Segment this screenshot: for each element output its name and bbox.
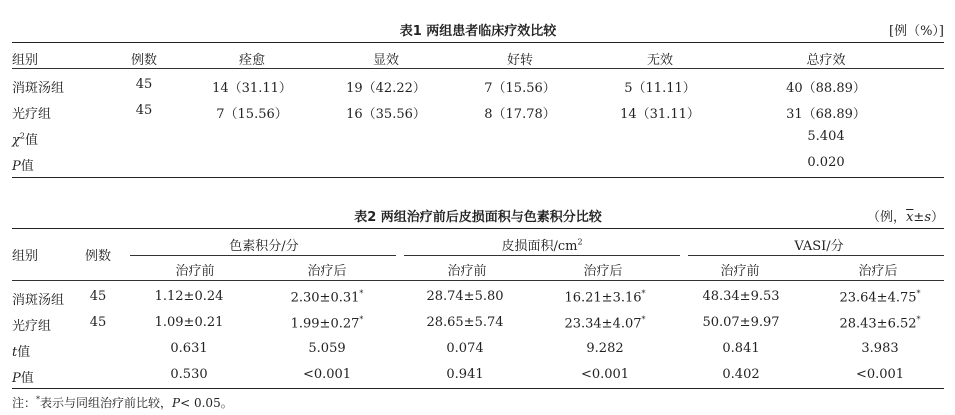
table2-top-rule: [12, 228, 944, 229]
t1-header-improved: 好转: [506, 53, 534, 68]
t2-area-rule: [404, 255, 680, 256]
table2-caption: [12, 206, 944, 226]
t1-row1-ineffective: 5（11.11）: [624, 81, 696, 96]
t1-p-value: 0.020: [807, 155, 845, 170]
t2-t-area-after: 9.282: [586, 341, 624, 356]
t-symbol: t: [12, 345, 18, 360]
t1-row1-n: 45: [135, 77, 153, 92]
t2-pigment-rule: [130, 255, 396, 256]
t-label-text: 值: [17, 345, 31, 360]
table1-header-rule: [12, 68, 944, 69]
t2-p-vasi-after: <0.001: [855, 367, 905, 382]
table2-bottom-rule: [12, 388, 944, 389]
t1-row2-cured: 7（15.56）: [216, 107, 288, 122]
t2-header-area: 皮损面积$/cm^2$: [501, 237, 583, 254]
table2-header-rule: [12, 280, 944, 281]
t2-row2-vasi-after: 28.43±6.52*: [839, 315, 921, 332]
t1-row1-cured: 14（31.11）: [212, 81, 292, 96]
t1-header-ineffective: 无效: [646, 53, 674, 68]
t2-header-pigment: 色素积分/分: [229, 239, 299, 254]
t1-header-cured: 痊愈: [238, 53, 266, 68]
t1-row2-ineffective: 14（31.11）: [620, 107, 700, 122]
t2-p-symbol: P: [12, 371, 21, 386]
t1-row1-markedly: 19（42.22）: [346, 81, 426, 96]
t2-p-pigment-before: 0.530: [170, 367, 208, 382]
t2-t-pigment-before: 0.631: [170, 341, 208, 356]
t2-row2-pigment-before: 1.09±0.21: [154, 315, 224, 330]
table1-bottom-rule: [12, 177, 944, 178]
t1-row2-group: 光疗组: [12, 107, 52, 122]
t1-row1-total: 40（88.89）: [786, 81, 866, 96]
t2-sub-pigment-after: 治疗后: [307, 264, 347, 279]
t1-chi-label: [12, 129, 38, 148]
t2-row2-n: 45: [89, 315, 107, 330]
t1-header-group: 组别: [12, 53, 39, 68]
table2-title: 表2 两组治疗前后皮损面积与色素积分比较: [354, 210, 602, 225]
t2-sub-area-after: 治疗后: [583, 264, 623, 279]
t2-sub-area-before: 治疗前: [447, 264, 487, 279]
t2-row2-group: 光疗组: [12, 319, 52, 334]
table1-title: 表1 两组患者临床疗效比较: [399, 24, 557, 39]
p-symbol: P: [12, 159, 21, 174]
t1-header-markedly: 显效: [372, 53, 400, 68]
t2-header-n: 例数: [84, 249, 112, 264]
t2-row2-pigment-after: 1.99±0.27*: [290, 315, 364, 332]
t2-header-group: 组别: [12, 249, 39, 264]
chi-label-text: 值: [24, 133, 38, 148]
t1-row1-group: 消斑汤组: [12, 81, 65, 96]
t1-row1-improved: 7（15.56）: [484, 81, 556, 96]
t2-t-vasi-before: 0.841: [722, 341, 760, 356]
t2-p-pigment-after: <0.001: [302, 367, 352, 382]
t2-header-vasi: VASI/分: [794, 239, 844, 254]
t2-row2-vasi-before: 50.07±9.97: [702, 315, 780, 330]
t2-row1-pigment-before: 1.12±0.24: [154, 289, 224, 304]
t2-sub-pigment-before: 治疗前: [175, 264, 215, 279]
t1-p-label: [12, 155, 34, 174]
table2-unit: （例，$\overline{x}\pm s$）: [867, 210, 944, 225]
t2-p-label: [12, 367, 34, 386]
t2-row2-area-before: 28.65±5.74: [426, 315, 504, 330]
t1-header-n: 例数: [130, 53, 158, 68]
t2-row1-group: 消斑汤组: [12, 293, 65, 308]
t2-p-area-after: <0.001: [580, 367, 630, 382]
t2-row1-area-before: 28.74±5.80: [426, 289, 504, 304]
table-footnote: 注：*表示与同组治疗前比较，P< 0.05。: [12, 395, 233, 410]
t2-row1-area-after: 16.21±3.16*: [564, 289, 646, 306]
t1-row2-markedly: 16（35.56）: [346, 107, 426, 122]
table1-unit: [例（%）]: [889, 24, 944, 39]
t2-p-vasi-before: 0.402: [722, 367, 760, 382]
t1-row2-total: 31（68.89）: [786, 107, 866, 122]
p-label-text: 值: [20, 159, 34, 174]
t2-p-area-before: 0.941: [446, 367, 484, 382]
t2-row2-area-after: 23.34±4.07*: [564, 315, 646, 332]
t1-row2-improved: 8（17.78）: [484, 107, 556, 122]
t2-t-vasi-after: 3.983: [861, 341, 899, 356]
t2-row1-n: 45: [89, 289, 107, 304]
chi-superscript: 2: [19, 131, 25, 141]
t2-row1-pigment-after: 2.30±0.31*: [290, 289, 364, 306]
t2-row1-vasi-before: 48.34±9.53: [702, 289, 780, 304]
t2-sub-vasi-after: 治疗后: [858, 264, 898, 279]
t1-chi-value: 5.404: [807, 129, 845, 144]
table1-caption: [12, 20, 944, 40]
t1-header-total: 总疗效: [806, 53, 846, 68]
t2-t-area-before: 0.074: [446, 341, 484, 356]
table1-top-rule: [12, 42, 944, 43]
t2-p-label-text: 值: [20, 371, 34, 386]
t2-vasi-rule: [688, 255, 944, 256]
t1-row2-n: 45: [135, 103, 153, 118]
t2-t-label: [12, 341, 30, 360]
t2-t-pigment-after: 5.059: [308, 341, 346, 356]
chi-symbol: χ: [12, 133, 20, 148]
t2-row1-vasi-after: 23.64±4.75*: [839, 289, 921, 306]
t2-sub-vasi-before: 治疗前: [720, 264, 760, 279]
